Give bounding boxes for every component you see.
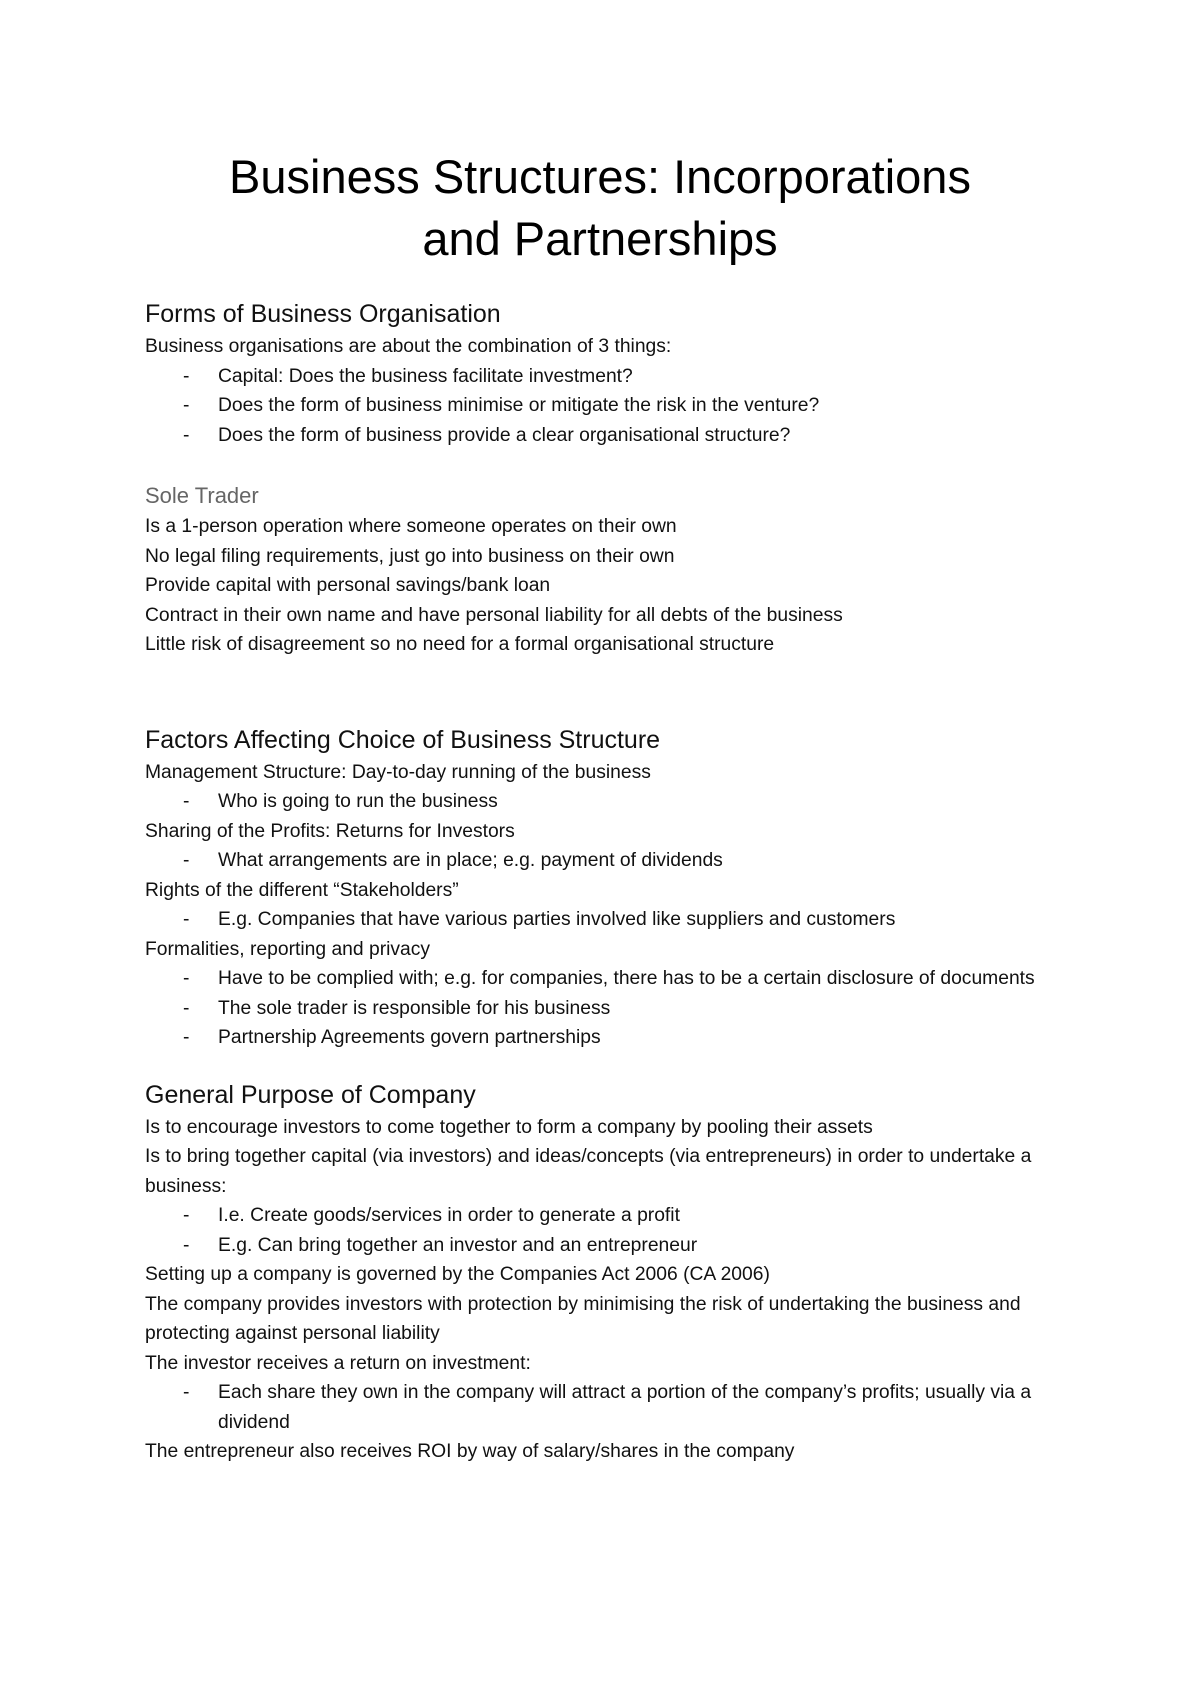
paragraph: Setting up a company is governed by the Companies Act 2006 (CA 2006) <box>145 1264 770 1285</box>
list-item: - Have to be complied with; e.g. for companies, there has to be a certain disclosure of documents <box>145 964 1055 994</box>
dash-bullet: - <box>183 424 190 446</box>
list-item: - E.g. Companies that have various parties involved like suppliers and customers <box>145 905 1055 935</box>
paragraph: Is a 1-person operation where someone operates on their own <box>145 516 677 537</box>
list-item: - What arrangements are in place; e.g. payment of dividends <box>145 846 1055 876</box>
paragraph: Sharing of the Profits: Returns for Investors <box>145 820 515 842</box>
paragraph: Is to bring together capital (via investors) and ideas/concepts (via entrepreneurs) in order to undertake a business: <box>145 1146 1032 1197</box>
dash-bullet: - <box>183 1382 190 1403</box>
list-item: - Does the form of business provide a clear organisational structure? <box>145 421 1055 451</box>
paragraph: The investor receives a return on investment: <box>145 1352 531 1374</box>
bullet-list <box>145 846 1055 876</box>
list-item: - Each share they own in the company will attract a portion of the company’s profits; usually via a dividend <box>145 1378 1055 1437</box>
dash-bullet: - <box>183 791 190 812</box>
list-item: - Who is going to run the business <box>145 787 1055 817</box>
bullet-list <box>145 905 1055 935</box>
section-general-purpose <box>145 1077 1055 1467</box>
paragraph: Little risk of disagreement so no need for a formal organisational structure <box>145 634 775 655</box>
dash-bullet: - <box>183 365 190 387</box>
bullet-list <box>145 362 1055 451</box>
paragraph: Contract in their own name and have personal liability for all debts of the business <box>145 604 843 626</box>
dash-bullet: - <box>183 968 190 989</box>
list-item: - Capital: Does the business facilitate investment? <box>145 362 1055 392</box>
dash-bullet: - <box>183 997 190 1019</box>
section-factors <box>145 722 1055 1053</box>
list-item: - Partnership Agreements govern partnerships <box>145 1023 1055 1053</box>
section-heading: Factors Affecting Choice of Business Structure <box>145 725 661 754</box>
paragraph: No legal filing requirements, just go into business on their own <box>145 545 675 567</box>
dash-bullet: - <box>183 1234 190 1256</box>
list-item: - Does the form of business minimise or mitigate the risk in the venture? <box>145 391 1055 421</box>
document-title: Business Structures: Incorporations and Partnerships <box>229 150 971 265</box>
list-item: - E.g. Can bring together an investor and an entrepreneur <box>145 1231 1055 1261</box>
paragraph: The entrepreneur also receives ROI by way of salary/shares in the company <box>145 1441 795 1462</box>
list-item: - The sole trader is responsible for his business <box>145 994 1055 1024</box>
list-item: - I.e. Create goods/services in order to generate a profit <box>145 1201 1055 1231</box>
dash-bullet: - <box>183 1205 190 1226</box>
paragraph: Formalities, reporting and privacy <box>145 938 431 960</box>
paragraph: The company provides investors with protection by minimising the risk of undertaking the business and protecting against personal liability <box>145 1293 1021 1344</box>
dash-bullet: - <box>183 909 190 930</box>
paragraph: Rights of the different “Stakeholders” <box>145 879 459 901</box>
bullet-list <box>145 787 1055 817</box>
bullet-list <box>145 1201 1055 1260</box>
subsection-heading: Sole Trader <box>145 483 259 508</box>
dash-bullet: - <box>183 395 190 416</box>
paragraph: Provide capital with personal savings/bank loan <box>145 575 551 596</box>
bullet-list <box>145 1378 1055 1437</box>
section-forms-of-business <box>145 296 1055 450</box>
paragraph: Is to encourage investors to come together to form a company by pooling their assets <box>145 1116 873 1138</box>
bullet-list <box>145 964 1055 1053</box>
section-heading: General Purpose of Company <box>145 1080 476 1109</box>
paragraph: Management Structure: Day-to-day running of the business <box>145 761 651 783</box>
section-heading: Forms of Business Organisation <box>145 300 501 328</box>
dash-bullet: - <box>183 1027 190 1048</box>
paragraph: Business organisations are about the combination of 3 things: <box>145 336 672 357</box>
dash-bullet: - <box>183 850 190 871</box>
section-sole-trader <box>145 480 1055 660</box>
